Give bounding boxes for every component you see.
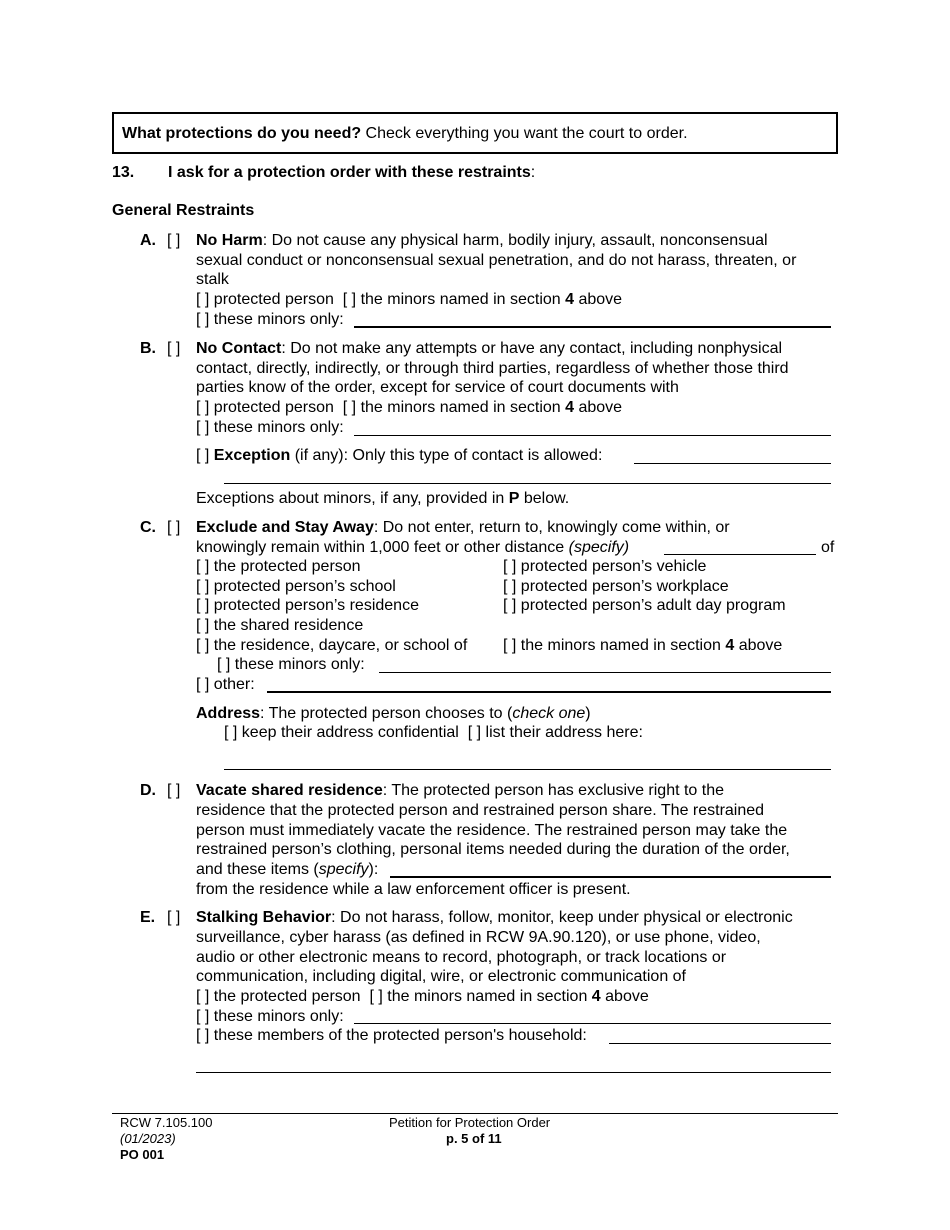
item-c-confidential-label: keep their address confidential [241,724,459,741]
item-d-line4: restrained person’s clothing, personal items needed during the duration of the order, [196,841,790,858]
item-c-address-close: ) [585,705,591,722]
item-e-these-minors-label: these minors only: [213,1008,344,1025]
item-e-household-label: these members of the protected person's household: [213,1027,587,1044]
item-a-minors-num: 4 [565,291,575,308]
item-c-title: Exclude and Stay Away [196,519,374,536]
item-a-line1: : Do not cause any physical harm, bodily injury, assault, nonconsensual [262,232,768,249]
item-b-minors-label: the minors named in section [360,399,566,416]
item-c-residence-checkbox[interactable]: [ ] [196,597,210,614]
item-d-line2: residence that the protected person and restrained person share. The restrained [196,802,765,819]
item-c-workplace-label: protected person’s workplace [520,578,729,595]
item-c-residence-daycare-label: the residence, daycare, or school of [213,637,468,654]
item-d-line1: : The protected person has exclusive right to the [382,782,725,799]
item-b-exception-checkbox[interactable]: [ ] [196,447,210,464]
instruction-bold: What protections do you need? [122,125,362,142]
item-b-title: No Contact [196,340,282,357]
item-e-minors-post: above [600,988,649,1005]
item-c-these-minors-label: these minors only: [234,656,365,673]
item-b-exceptions-minors-letter: P [508,490,520,507]
item-c-other-line[interactable] [267,691,831,693]
item-c-workplace-checkbox[interactable]: [ ] [503,578,517,595]
item-c-list-address-label: list their address here: [485,724,643,741]
item-e-household-checkbox[interactable]: [ ] [196,1027,210,1044]
item-b-letter: B. [140,340,156,357]
item-d-line5: and these items ( [196,861,319,878]
item-a-these-minors-checkbox[interactable]: [ ] [196,311,210,328]
item-b-these-minors-checkbox[interactable]: [ ] [196,419,210,436]
item-d-title: Vacate shared residence [196,782,383,799]
item-a-minors-checkbox[interactable]: [ ] [342,291,357,308]
item-b-minors-checkbox[interactable]: [ ] [342,399,357,416]
item-e-line1: : Do not harass, follow, monitor, keep under physical or electronic [331,909,793,926]
item-a-protected-checkbox[interactable]: [ ] [196,291,210,308]
item-e-line2: surveillance, cyber harass (as defined in RCW 9A.90.120), or use phone, video, [196,929,761,946]
item-e-line3: audio or other electronic means to record, photograph, or track locations or [196,949,727,966]
item-e-minors-label: the minors named in section [387,988,592,1005]
item-b-minors-post: above [574,399,623,416]
item-c-minors-post: above [734,637,783,654]
item-d-line6: from the residence while a law enforcement officer is present. [196,881,631,898]
item-c-other-label: other: [209,676,255,693]
item-c-these-minors-line[interactable] [379,672,831,673]
item-d-letter: D. [140,782,156,799]
item-e-minors-checkbox[interactable]: [ ] [369,988,383,1005]
footer-divider [112,1113,838,1114]
item-c-of: of [821,539,835,556]
item-b-exceptions-minors-post: below. [519,490,570,507]
section-title: I ask for a protection order with these restraints [168,164,531,181]
item-d-specify: specify [318,861,369,878]
footer-rcw: RCW 7.105.100 [120,1115,213,1130]
item-a-letter: A. [140,232,156,249]
item-c-line1: : Do not enter, return to, knowingly come within, or [373,519,730,536]
item-e-minors-num: 4 [591,988,601,1005]
item-b-protected-label: protected person [213,399,334,416]
item-c-shared-residence-label: the shared residence [213,617,364,634]
item-c-school-checkbox[interactable]: [ ] [196,578,210,595]
item-c-address-line[interactable] [224,769,831,770]
item-b-line2: contact, directly, indirectly, or through third parties, regardless of whether those third [196,360,789,377]
item-c-specify: (specify) [568,539,630,556]
item-b-minors-num: 4 [565,399,575,416]
item-c-the-protected-checkbox[interactable]: [ ] [196,558,210,575]
item-d-line5-post: ): [368,861,379,878]
item-c-address-check: check one [512,705,586,722]
item-c-adult-day-label: protected person’s adult day program [520,597,786,614]
item-c-list-address-checkbox[interactable]: [ ] [467,724,482,741]
item-d-checkbox[interactable]: [ ] [167,782,181,799]
footer-form: PO 001 [120,1147,165,1162]
item-b-these-minors-label: these minors only: [213,419,344,436]
item-c-vehicle-label: protected person’s vehicle [520,558,707,575]
item-e-title: Stalking Behavior [196,909,332,926]
item-c-the-protected-label: the protected person [213,558,361,575]
item-e-letter: E. [140,909,156,926]
item-a-protected-label: protected person [213,291,334,308]
item-c-checkbox[interactable]: [ ] [167,519,181,536]
item-d-items-line[interactable] [390,876,831,878]
item-c-minors-checkbox[interactable]: [ ] [503,637,517,654]
item-d-line3: person must immediately vacate the residence. The restrained person may take the [196,822,788,839]
general-restraints-heading: General Restraints [112,202,255,219]
item-b-exception-text: (if any): Only this type of contact is allowed: [290,447,603,464]
item-e-household-line2[interactable] [196,1072,831,1073]
item-c-other-checkbox[interactable]: [ ] [196,676,210,693]
item-c-letter: C. [140,519,156,536]
item-c-confidential-checkbox[interactable]: [ ] [224,724,238,741]
item-c-residence-label: protected person’s residence [213,597,419,614]
item-b-protected-checkbox[interactable]: [ ] [196,399,210,416]
item-a-these-minors-label: these minors only: [213,311,344,328]
item-c-line2: knowingly remain within 1,000 feet or other distance [196,539,569,556]
item-b-line3: parties know of the order, except for service of court documents with [196,379,679,396]
item-a-title: No Harm [196,232,263,249]
item-c-shared-residence-checkbox[interactable]: [ ] [196,617,210,634]
item-b-exceptions-minors: Exceptions about minors, if any, provided in [196,490,509,507]
item-e-line4: communication, including digital, wire, or electronic communication of [196,968,686,985]
item-b-exception-line[interactable] [634,463,831,464]
item-b-exception-label: Exception [213,447,291,464]
item-c-these-minors-checkbox[interactable]: [ ] [217,656,231,673]
item-a-these-minors-line[interactable] [354,326,831,328]
item-a-minors-label: the minors named in section [360,291,566,308]
item-c-address-text: : The protected person chooses to ( [260,705,513,722]
item-e-protected-label: the protected person [213,988,361,1005]
item-e-protected-checkbox[interactable]: [ ] [196,988,210,1005]
item-b-these-minors-line[interactable] [354,435,831,436]
item-e-these-minors-line[interactable] [354,1023,831,1024]
item-c-school-label: protected person’s school [213,578,396,595]
item-b-line1: : Do not make any attempts or have any contact, including nonphysical [281,340,783,357]
item-b-exception-line2[interactable] [224,483,831,484]
item-a-line2: sexual conduct or nonconsensual sexual penetration, and do not harass, threaten, or [196,252,797,269]
item-c-distance-line[interactable] [664,554,816,555]
item-a-line3: stalk [196,271,229,288]
item-a-checkbox[interactable]: [ ] [167,232,181,249]
footer-page: p. 5 of 11 [446,1131,502,1146]
section-number: 13. [112,164,135,181]
item-c-residence-daycare-checkbox[interactable]: [ ] [196,637,210,654]
item-c-minors-label: the minors named in section [520,637,726,654]
item-b-checkbox[interactable]: [ ] [167,340,181,357]
section-title-colon: : [530,164,536,181]
instruction-text: Check everything you want the court to order. [361,125,688,142]
footer-date: (01/2023) [120,1131,176,1146]
item-e-these-minors-checkbox[interactable]: [ ] [196,1008,210,1025]
footer-title: Petition for Protection Order [389,1115,551,1130]
item-a-minors-post: above [574,291,623,308]
item-e-checkbox[interactable]: [ ] [167,909,181,926]
instruction-box [112,112,838,154]
item-c-minors-num: 4 [725,637,735,654]
item-c-address-label: Address [196,705,261,722]
item-c-vehicle-checkbox[interactable]: [ ] [503,558,517,575]
item-c-adult-day-checkbox[interactable]: [ ] [503,597,517,614]
item-e-household-line[interactable] [609,1043,831,1044]
